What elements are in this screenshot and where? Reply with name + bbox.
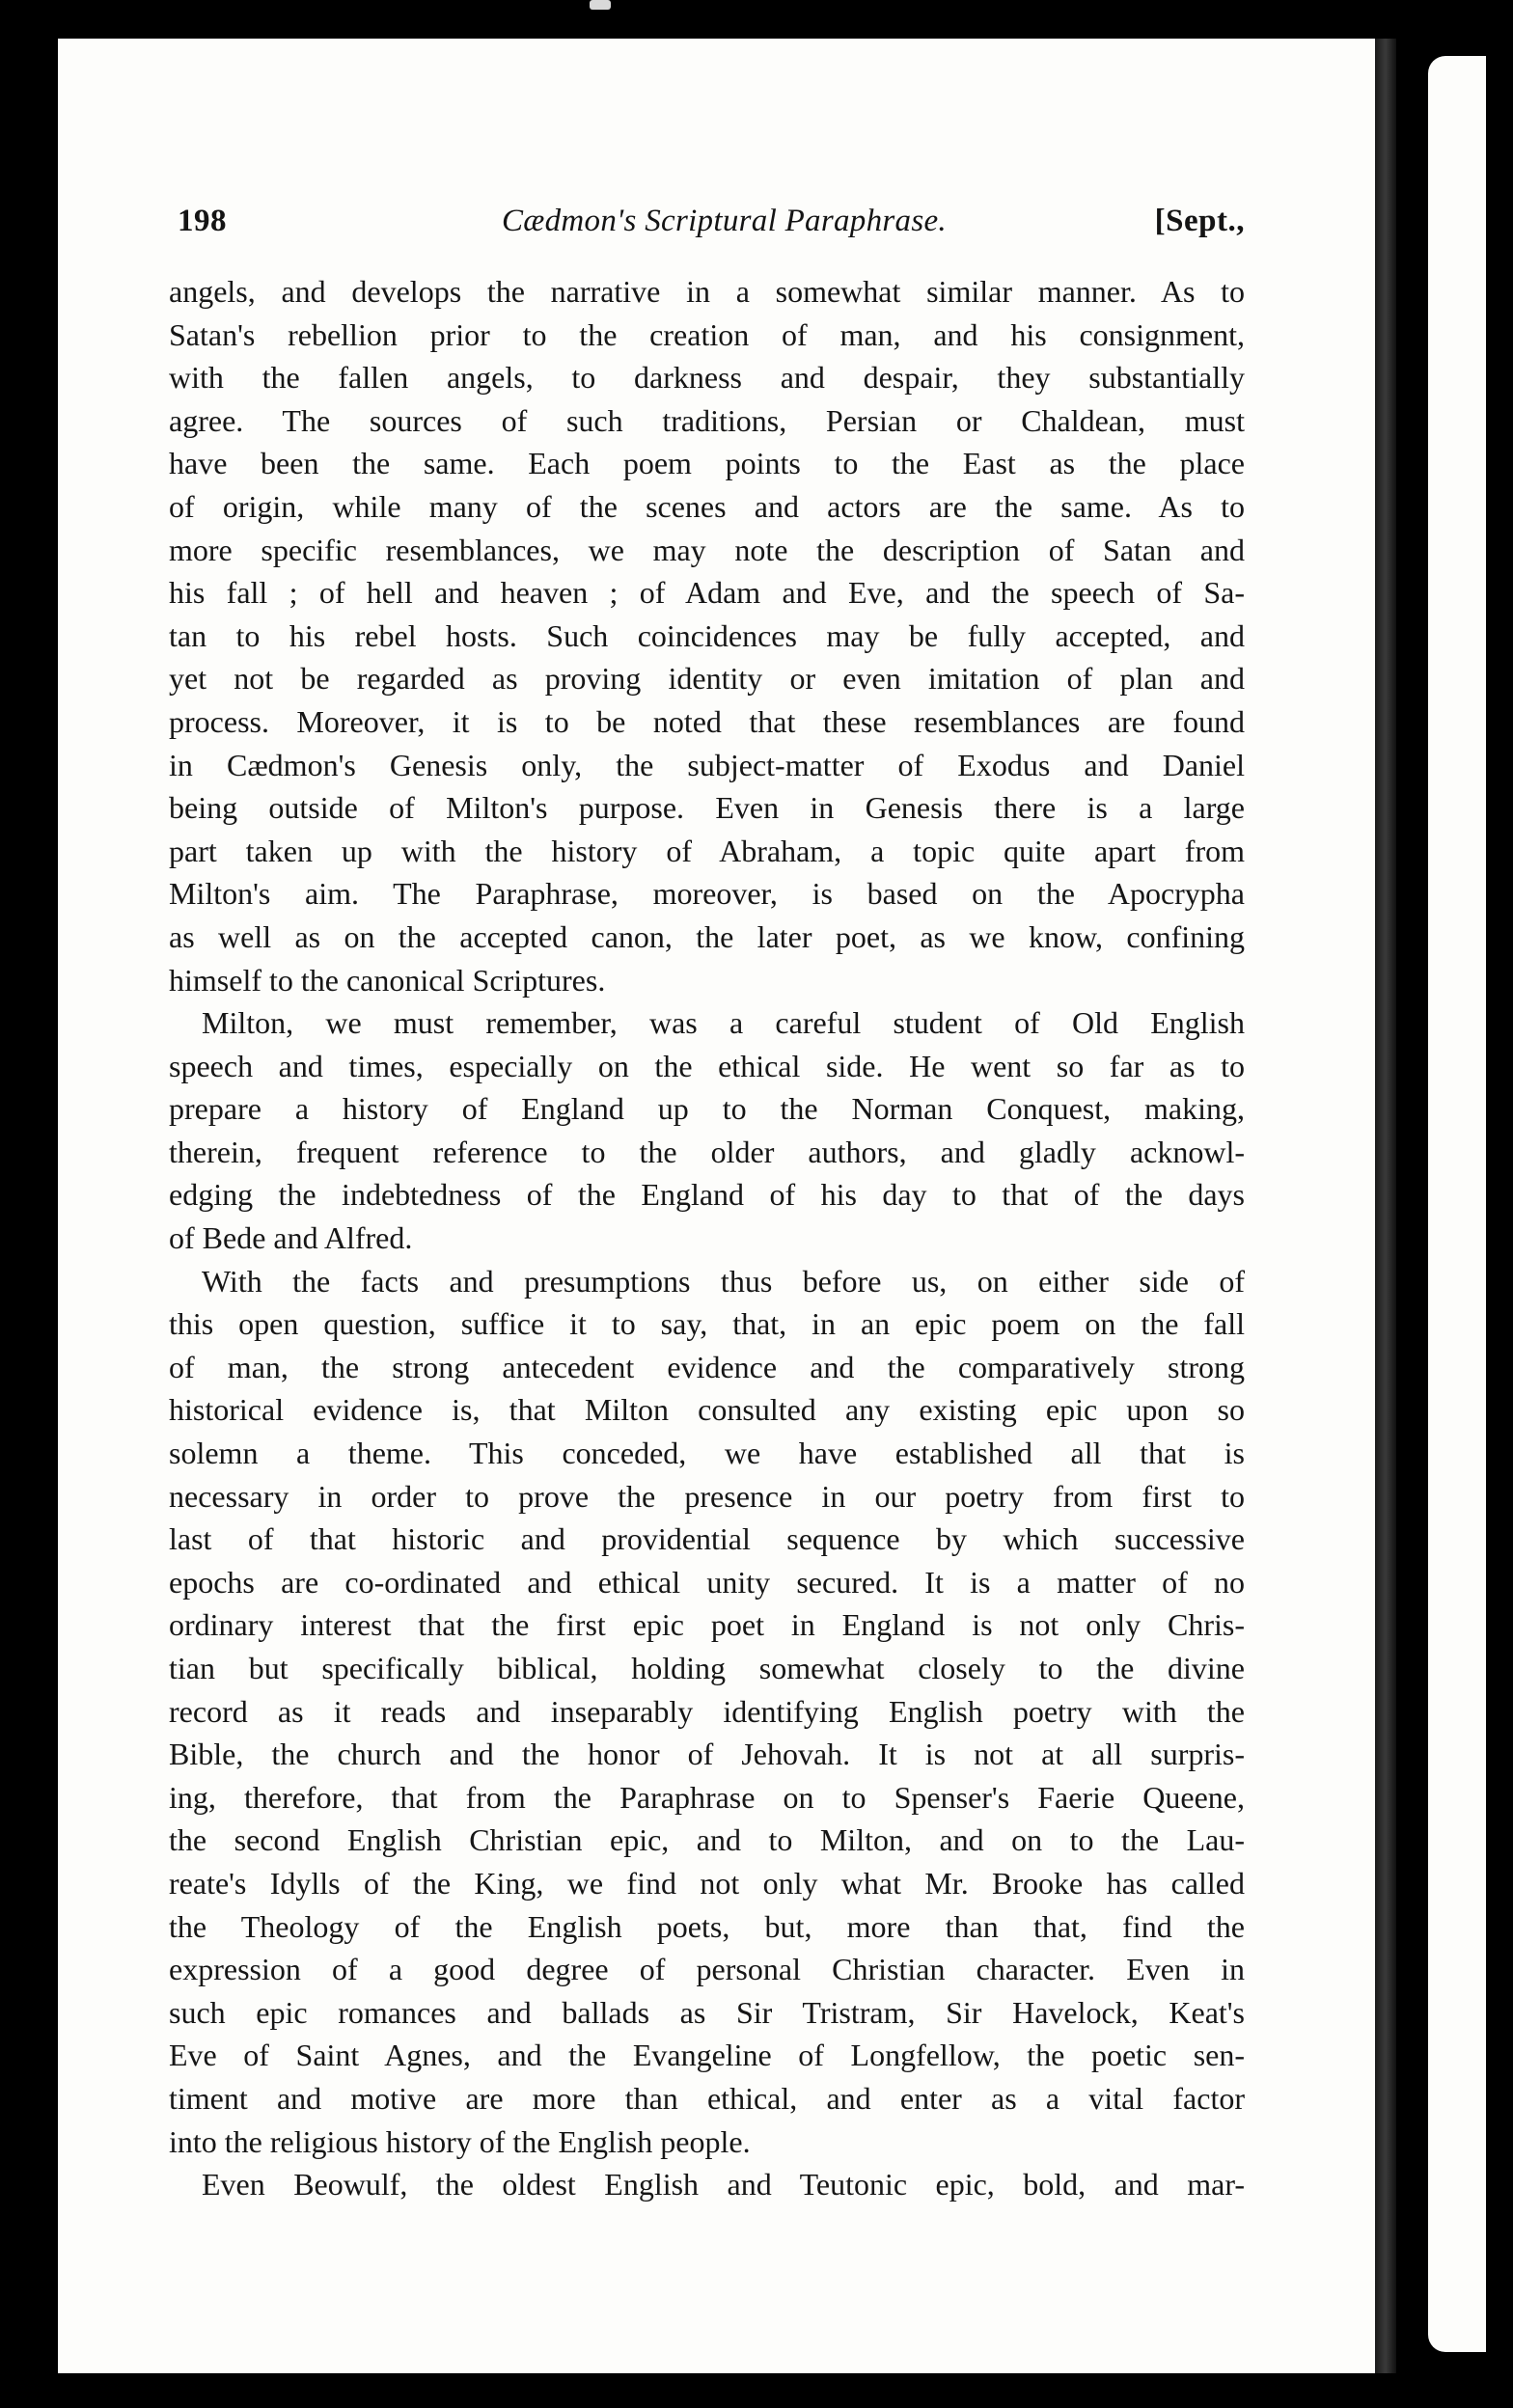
text-line: speech and times, especially on the ethical side. He went so far as to: [169, 1048, 1245, 1083]
text-line: more specific resemblances, we may note the description of Satan and: [169, 532, 1245, 567]
text-line: ordinary interest that the first epic poet in England is not only Chris-: [169, 1607, 1245, 1643]
scan-artifact-speck: [590, 0, 611, 10]
text-line: With the facts and presumptions thus before us, on either side of: [202, 1263, 1245, 1299]
paragraph: [169, 270, 1245, 1001]
text-line: ing, therefore, that from the Paraphrase on to Spenser's Faerie Queene,: [169, 1779, 1245, 1815]
text-line: into the religious history of the English people.: [169, 2123, 751, 2159]
text-line: reate's Idylls of the King, we find not only what Mr. Brooke has called: [169, 1865, 1245, 1901]
text-line: last of that historic and providential sequence by which successive: [169, 1521, 1245, 1557]
text-line: of man, the strong antecedent evidence and the comparatively strong: [169, 1349, 1245, 1384]
text-line: Milton's aim. The Paraphrase, moreover, is based on the Apocrypha: [169, 876, 1245, 912]
text-line: edging the indebtedness of the England of his day to that of the days: [169, 1177, 1245, 1213]
facing-page-edge: [1428, 56, 1486, 2352]
paragraph: [169, 1001, 1245, 1260]
text-line: being outside of Milton's purpose. Even in Genesis there is a large: [169, 790, 1245, 826]
text-line: Eve of Saint Agnes, and the Evangeline of Longfellow, the poetic sen-: [169, 2038, 1245, 2073]
running-head: [116, 198, 1245, 256]
text-line: with the fallen angels, to darkness and despair, they substantially: [169, 360, 1245, 396]
text-line: angels, and develops the narrative in a somewhat similar manner. As to: [169, 274, 1245, 309]
text-line: expression of a good degree of personal Christian character. Even in: [169, 1952, 1245, 1987]
text-line: necessary in order to prove the presence in our poetry from first to: [169, 1478, 1245, 1514]
text-line: timent and motive are more than ethical, and enter as a vital factor: [169, 2080, 1245, 2116]
text-line: tan to his rebel hosts. Such coincidences may be fully accepted, and: [169, 617, 1245, 653]
text-line: Even Beowulf, the oldest English and Teutonic epic, bold, and mar-: [202, 2167, 1245, 2203]
text-line: process. Moreover, it is to be noted that these resemblances are found: [169, 703, 1245, 739]
text-line: as well as on the accepted canon, the later poet, as we know, confining: [169, 918, 1245, 954]
text-line: record as it reads and inseparably identifying English poetry with the: [169, 1693, 1245, 1729]
text-line: the second English Christian epic, and to Milton, and on to the Lau-: [169, 1822, 1245, 1858]
text-line: of origin, while many of the scenes and actors are the same. As to: [169, 488, 1245, 524]
text-line: tian but specifically biblical, holding somewhat closely to the divine: [169, 1651, 1245, 1685]
text-line: solemn a theme. This conceded, we have established all that is: [169, 1436, 1245, 1471]
text-line: the Theology of the English poets, but, more than that, find the: [169, 1908, 1245, 1944]
text-line: agree. The sources of such traditions, Persian or Chaldean, must: [169, 402, 1245, 438]
text-line: Satan's rebellion prior to the creation of man, and his consignment,: [169, 316, 1245, 352]
text-line: prepare a history of England up to the Norman Conquest, making,: [169, 1091, 1245, 1127]
text-line: epochs are co-ordinated and ethical unity secured. It is a matter of no: [169, 1564, 1245, 1600]
text-line: of Bede and Alfred.: [169, 1220, 413, 1256]
page-gutter-shadow: [1375, 39, 1396, 2373]
body-text: [169, 270, 1245, 2206]
text-line: historical evidence is, that Milton consulted any existing epic upon so: [169, 1392, 1245, 1428]
running-head-month: [Sept.,: [1154, 204, 1245, 238]
text-line: in Cædmon's Genesis only, the subject-matter of Exodus and Daniel: [169, 747, 1245, 782]
text-line: yet not be regarded as proving identity or even imitation of plan and: [169, 661, 1245, 697]
text-line: such epic romances and ballads as Sir Tristram, Sir Havelock, Keat's: [169, 1994, 1245, 2030]
page-number: 198: [178, 204, 227, 238]
text-line: have been the same. Each poem points to the East as the place: [169, 446, 1245, 481]
text-line: his fall ; of hell and heaven ; of Adam and Eve, and the speech of Sa-: [169, 575, 1245, 611]
text-line: Milton, we must remember, was a careful student of Old English: [202, 1005, 1245, 1041]
text-line: part taken up with the history of Abraham, a topic quite apart from: [169, 833, 1245, 868]
text-line: this open question, suffice it to say, that, in an epic poem on the fall: [169, 1306, 1245, 1342]
text-line: therein, frequent reference to the older authors, and gladly acknowl-: [169, 1134, 1245, 1169]
paragraph: [169, 1260, 1245, 2163]
running-title: Cædmon's Scriptural Paraphrase.: [502, 204, 947, 238]
text-line: himself to the canonical Scriptures.: [169, 962, 606, 998]
text-line: Bible, the church and the honor of Jehovah. It is not at all surpris-: [169, 1737, 1245, 1772]
paragraph: [169, 2163, 1245, 2206]
